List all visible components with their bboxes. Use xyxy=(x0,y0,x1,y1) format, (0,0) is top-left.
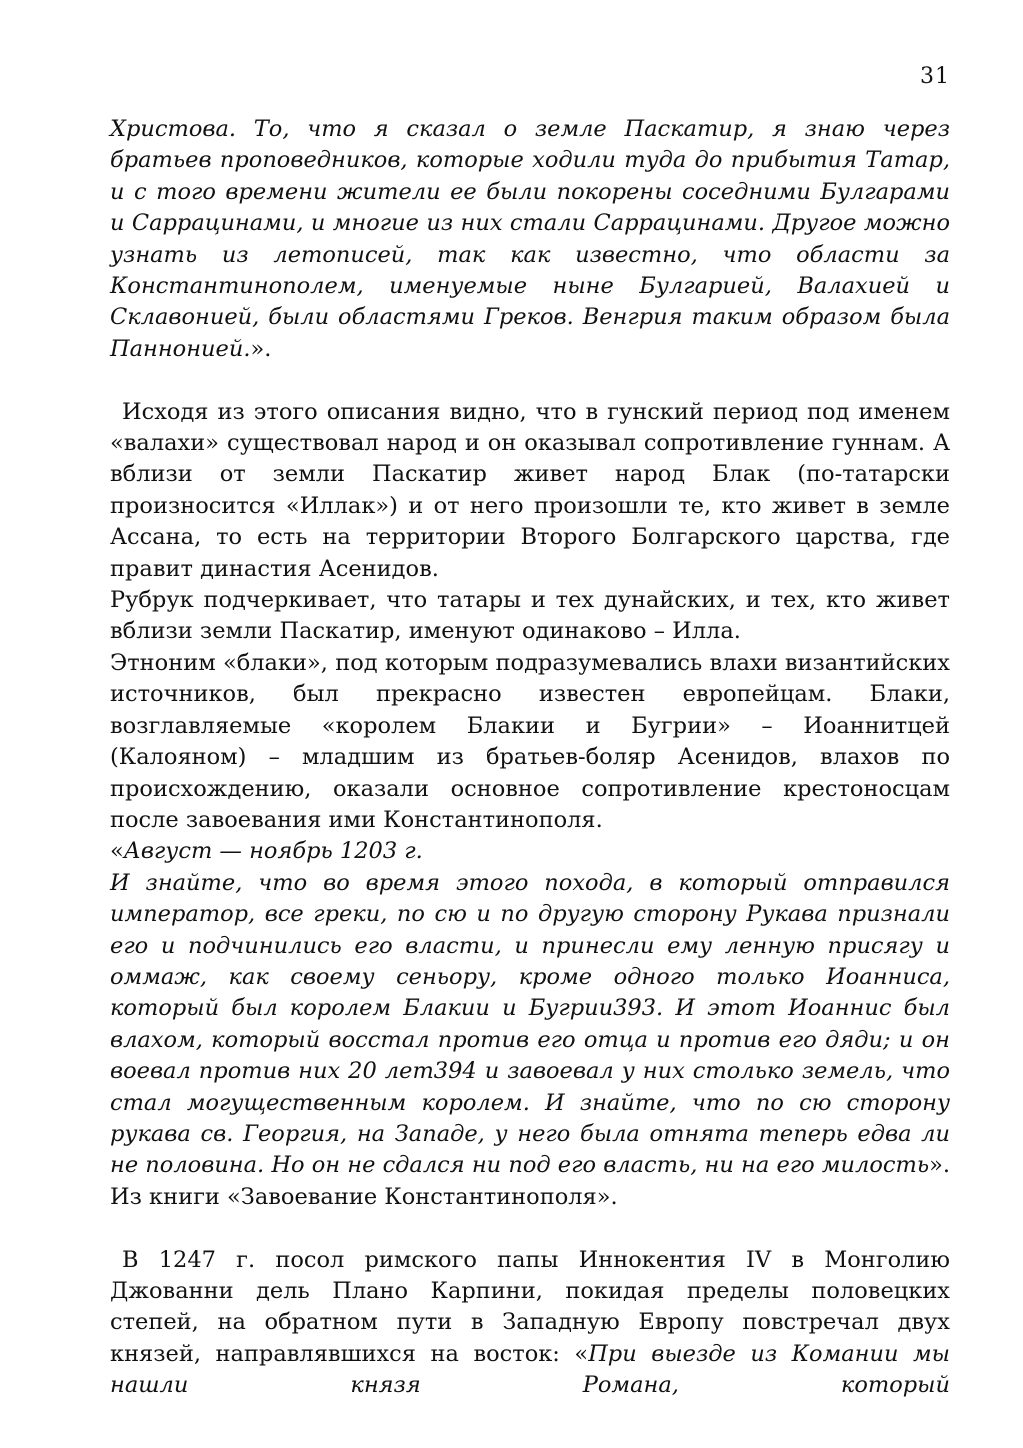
quote-open: « xyxy=(110,838,124,865)
italic-date: Август — ноябрь 1203 г. xyxy=(123,838,423,865)
paragraph-analysis: Исходя из этого описания видно, что в гунский период под именем «валахи» существовал народ и он оказывал сопротивление гуннам. А вблизи от земли Паскатир живет народ Блак (по-татарски произносится «Иллак») и от него произошли те, кто живет в земле Ассана, то есть на территории Второго Болгарского царства, где правит династия Асенидов. xyxy=(110,398,950,582)
paragraph-gap xyxy=(110,365,950,396)
page-number: 31 xyxy=(920,64,950,89)
paragraph-rubruck-note: Рубрук подчеркивает, что татары и тех дунайских, и тех, кто живет вблизи земли Паскатир, именуют одинаково – Илла. xyxy=(110,587,950,645)
document-body xyxy=(110,114,950,1402)
paragraph-quote-villehardouin xyxy=(110,868,950,1213)
paragraph-carpini xyxy=(110,1245,950,1402)
paragraph-ethnonym: Этноним «блаки», под которым подразумевались влахи византийских источников, был прекрасно известен европейцам. Блаки, возглавляемые «королем Блакии и Бугрии» – Иоаннитцей (Калояном) – младшим из братьев-боляр Асенидов, влахов по происхождению, оказали основное сопротивление крестоносцам после завоевания ими Константинополя. xyxy=(110,649,950,833)
italic-quote-start: При выезде из Комании мы нашли князя Романа, который xyxy=(110,1340,950,1399)
quote-close: ». xyxy=(250,335,272,362)
quote-source: ». Из книги «Завоевание Константинополя». xyxy=(110,1152,950,1210)
paragraph-gap xyxy=(110,1213,950,1244)
paragraph-date-heading xyxy=(110,836,950,867)
italic-quote-text: Христова. То, что я сказал о земле Паскатир, я знаю через братьев проповедников, которые ходили туда до прибытия Татар, и с того времени жители ее были покорены соседними Булгарами и Саррацинами, и многие из них стали Саррацинами. Другое можно узнать из летописей, так как известно, что области за Константинополем, именуемые ныне Булгарией, Валахией и Склавонией, были областями Греков. Венгрия таким образом была Паннонией. xyxy=(110,116,950,362)
carpini-text: В 1247 г. посол римского папы Иннокентия IV в Монголию Джованни дель Плано Карпини, покидая пределы половецких степей, на обратном пути в Западную Европу повстречал двух князей, направлявшихся на восток: « xyxy=(110,1246,950,1367)
paragraph-quote-rubruck xyxy=(110,114,950,365)
italic-quote-text: И знайте, что во время этого похода, в который отправился император, все греки, по сю и по другую сторону Рукава признали его и подчинились его власти, и принесли ему ленную присягу и оммаж, как своему сеньору, кроме одного только Иоанниса, который был королем Блакии и Бугрии393. И этот Иоаннис был влахом, который восстал против его отца и против его дяди; и он воевал против них 20 лет394 и завоевал у них столько земель, что стал могущественным королем. И знайте, что по сю сторону рукава св. Георгия, на Западе, у него была отнята теперь едва ли не половина. Но он не сдался ни под его власть, ни на его милость xyxy=(110,869,950,1179)
